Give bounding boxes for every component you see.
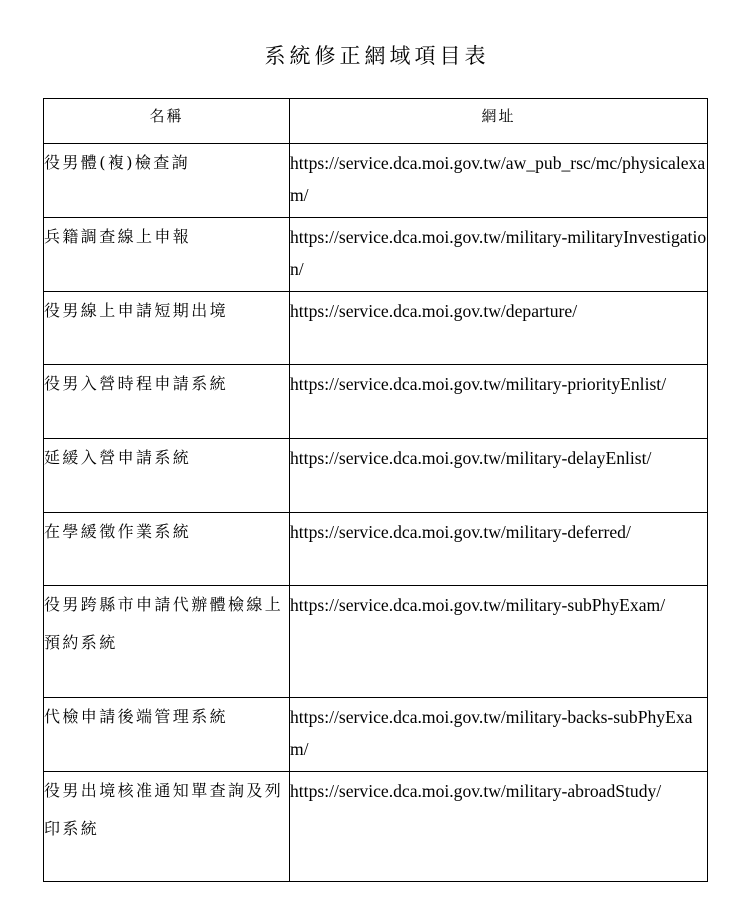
system-url: https://service.dca.moi.gov.tw/aw_pub_rsc/mc/physicalexam/ [290, 144, 708, 218]
document-title: 系統修正網域項目表 [264, 44, 490, 68]
system-name: 代檢申請後端管理系統 [44, 698, 290, 772]
system-name: 延緩入營申請系統 [44, 439, 290, 513]
table-row [44, 772, 708, 882]
system-url: https://service.dca.moi.gov.tw/departure/ [290, 292, 708, 365]
table-row [44, 144, 708, 218]
table-row [44, 513, 708, 586]
system-name: 役男跨縣市申請代辦體檢線上預約系統 [44, 586, 290, 698]
name-column-header: 名稱 [44, 99, 290, 144]
table-row [44, 292, 708, 365]
system-url: https://service.dca.moi.gov.tw/military-deferred/ [290, 513, 708, 586]
system-name: 在學緩徵作業系統 [44, 513, 290, 586]
system-url: https://service.dca.moi.gov.tw/military-militaryInvestigation/ [290, 218, 708, 292]
table-row [44, 586, 708, 698]
table-row [44, 218, 708, 292]
system-name: 役男線上申請短期出境 [44, 292, 290, 365]
system-url: https://service.dca.moi.gov.tw/military-priorityEnlist/ [290, 365, 708, 439]
system-name: 役男出境核准通知單查詢及列印系統 [44, 772, 290, 882]
table-header-row [44, 99, 708, 144]
system-url: https://service.dca.moi.gov.tw/military-backs-subPhyExam/ [290, 698, 708, 772]
system-name: 兵籍調查線上申報 [44, 218, 290, 292]
system-name: 役男入營時程申請系統 [44, 365, 290, 439]
system-url: https://service.dca.moi.gov.tw/military-abroadStudy/ [290, 772, 708, 882]
domain-table [43, 98, 708, 882]
system-url: https://service.dca.moi.gov.tw/military-subPhyExam/ [290, 586, 708, 698]
system-url: https://service.dca.moi.gov.tw/military-delayEnlist/ [290, 439, 708, 513]
url-column-header: 網址 [290, 99, 708, 144]
table-row [44, 698, 708, 772]
table-row [44, 365, 708, 439]
system-name: 役男體(複)檢查詢 [44, 144, 290, 218]
table-row [44, 439, 708, 513]
